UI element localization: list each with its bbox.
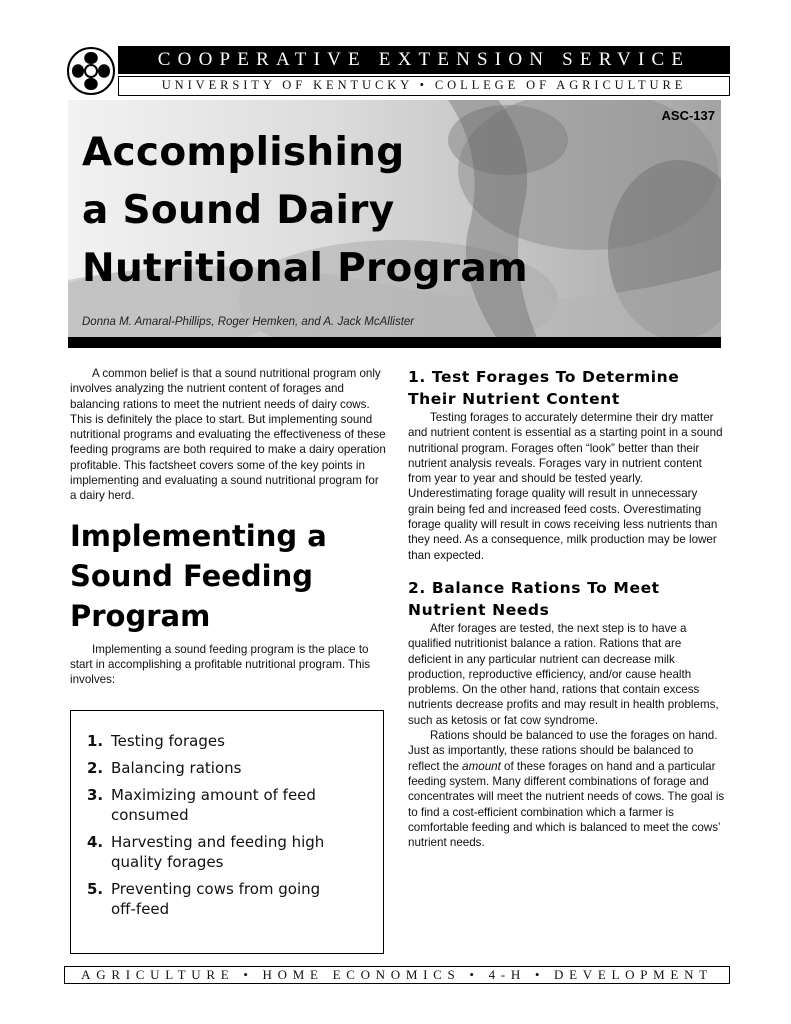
hero-banner — [68, 100, 721, 340]
cooperative-extension-logo-icon — [66, 46, 116, 96]
section-1-heading: 1. Test Forages To Determine Their Nutrient Content — [408, 368, 680, 408]
implementing-heading: Implementing a Sound Feeding Program — [70, 518, 327, 633]
title-line: Nutritional Program — [82, 246, 528, 291]
step-number: 3. — [87, 786, 104, 804]
steps-list — [71, 711, 383, 919]
paragraph-text: Rations should be balanced to use the forages on hand. Just as importantly, these rations should be balanced to reflect the — [408, 729, 718, 773]
service-title-banner: COOPERATIVE EXTENSION SERVICE — [118, 46, 730, 74]
list-item — [87, 758, 383, 778]
step-number: 1. — [87, 732, 104, 750]
left-column — [70, 366, 386, 688]
header-divider — [68, 337, 721, 348]
step-text: Balancing rations — [111, 759, 242, 777]
step-text: Harvesting and feeding high quality forages — [111, 833, 325, 871]
steps-box — [70, 710, 384, 954]
program-areas-footer: AGRICULTURE • HOME ECONOMICS • 4-H • DEVELOPMENT — [64, 966, 730, 984]
university-line: UNIVERSITY OF KENTUCKY • COLLEGE OF AGRICULTURE — [118, 76, 730, 96]
intro-paragraph: A common belief is that a sound nutritional program only involves analyzing the nutrient content of forages and balancing rations to meet the nutrient needs of dairy cows. This is definitely the place to start. But implementing sound nutritional programs and evaluating the effectiveness of these feeding programs are both required to make a dairy operation profitable. This factsheet covers some of the key points in implementing and evaluating a sound nutritional program for a dairy herd. — [70, 367, 386, 503]
authors-line: Donna M. Amaral-Phillips, Roger Hemken, and A. Jack McAllister — [82, 316, 415, 328]
section-1-paragraph: Testing forages to accurately determine their dry matter and nutrient content is essential as a starting point in a sound nutritional program. Forages often “look” better than their nutrient analysis reveals. Forages vary in nutrient content from year to year and should be tested yearly. Underestimating forage quality will result in unnecessary grain being fed and increased feed costs. Overestimating forage quality will result in cows receiving less nutrients than they need. As a consequence, milk production may be lower than expected. — [408, 411, 723, 562]
step-text: Testing forages — [111, 732, 225, 750]
step-number: 5. — [87, 880, 104, 898]
title-line: Accomplishing — [82, 130, 405, 175]
list-item — [87, 731, 383, 751]
right-column — [408, 366, 726, 850]
step-number: 2. — [87, 759, 104, 777]
paragraph-text: of these forages on hand and a particular feeding system. Many different combinations of forage and concentrates will meet the nutrient needs of cows. The goal is to find a cost-efficient combination which a farmer is comfortable feeding and which is balanced to meet the cows’ nutrient needs. — [408, 759, 725, 850]
list-item — [87, 832, 383, 872]
step-text: Preventing cows from going off-feed — [111, 880, 321, 918]
page-title — [82, 124, 528, 298]
title-line: a Sound Dairy — [82, 188, 395, 233]
section-2-heading: 2. Balance Rations To Meet Nutrient Needs — [408, 578, 660, 619]
implementing-paragraph: Implementing a sound feeding program is the place to start in accomplishing a profitable nutritional program. This involves: — [70, 642, 371, 687]
step-number: 4. — [87, 833, 104, 851]
publication-number: ASC-137 — [661, 108, 715, 123]
list-item — [87, 785, 383, 825]
section-2-paragraph-1: After forages are tested, the next step is to have a qualified nutritionist balance a ration. Rations that are deficient in any particular nutrient can decrease milk production, reproductive efficiency, and/or cause health problems. On the other hand, rations that contain excess nutrients decrease profits and may result in health problems, such as ketosis or fat cow syndrome. — [408, 621, 719, 727]
list-item — [87, 879, 383, 919]
step-text: Maximizing amount of feed consumed — [111, 786, 316, 824]
emphasis-text: amount — [462, 759, 501, 773]
section-2-paragraph-2 — [408, 728, 726, 850]
